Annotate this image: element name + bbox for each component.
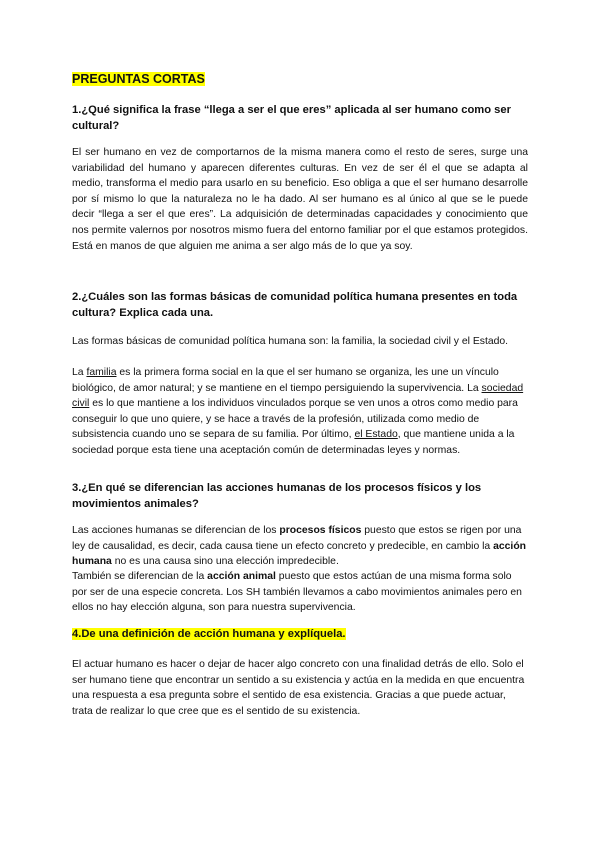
answer-3-text: También se diferencian de la (72, 571, 208, 582)
term-accion-animal: acción animal (207, 571, 276, 582)
answer-3-text: puesto que estos actúan de una misma forma solo por ser de una especie concreta. Los SH también llevamos a cabo movimientos animales pero en ellos no hay elección alguna, son para nuestra supervivencia. (72, 571, 522, 614)
term-estado: el Estado (354, 429, 398, 441)
answer-2-text: es la primera forma social en la que el ser humano se organiza, les une un vínculo biológico, de amor natural; y se mantiene en el tiempo persiguiendo la supervivencia. La (72, 367, 499, 394)
question-1: 1.¿Qué significa la frase “llega a ser el que eres” aplicada al ser humano como ser cultural? (72, 104, 511, 132)
title-highlight: PREGUNTAS CORTAS (72, 72, 205, 86)
answer-2-body (72, 365, 528, 459)
answer-3-para-2 (72, 569, 528, 616)
answer-3-text: puesto que estos se rigen por una ley de causalidad, es decir, cada causa tiene un efecto concreto y predecible, en cambio la (72, 525, 522, 552)
answer-2-text: La (72, 367, 87, 378)
answer-1: El ser humano en vez de comportarnos de la misma manera como el resto de seres, surge una variabilidad del humano y aparecen diferentes culturas. En vez de ser él el que se adapta al medio, transforma el medio para usarlo en su beneficio. Eso obliga a que el ser humano desarrolle por sí mismo lo que la naturaleza no le ha dado. Al ser humano es al único al que se le puede decir “llega a ser el que eres”. La adquisición de determinadas capacidades y conocimiento que nos permite valernos por nosotros mismo fuera del entorno familiar por el que estamos protegidos. Está en manos de que alguien me anima a ser algo más de lo que ya soy. (72, 147, 528, 252)
term-accion-humana: acción humana (72, 540, 527, 568)
answer-2-text: , que mantiene unida a la sociedad porque esta tiene una aceptación común de determinadas leyes y normas. (72, 429, 515, 456)
question-3: 3.¿En qué se diferencian las acciones humanas de los procesos físicos y los movimientos animales? (72, 482, 482, 510)
answer-2-text: es lo que mantiene a los individuos vinculados porque se ven unos a otros como medio para conseguir lo que uno quiere, y se hace a través de la profesión, utilizada como medio de subsistencia cuando uno se separa de su familia. Por último, (72, 398, 518, 441)
term-procesos-fisicos: procesos físicos (279, 525, 362, 536)
question-2: 2.¿Cuáles son las formas básicas de comunidad política humana presentes en toda cultura? Explica cada una. (72, 291, 518, 319)
term-sociedad-civil: sociedad civil (72, 382, 524, 410)
question-4 (72, 626, 528, 642)
question-4-highlight: 4.De una definición de acción humana y explíquela. (72, 628, 346, 640)
answer-2-intro: Las formas básicas de comunidad política humana son: la familia, la sociedad civil y el Estado. (72, 336, 509, 347)
page-title (72, 72, 528, 86)
answer-3-text: Las acciones humanas se diferencian de los (72, 525, 280, 536)
term-familia: familia (86, 367, 117, 378)
answer-4: El actuar humano es hacer o dejar de hacer algo concreto con una finalidad detrás de ello. Solo el ser humano tiene que encontrar un sentido a su existencia y actúa en la medida en que encuentra una respuesta a esa pregunta sobre el sentido de esa existencia. Gracias a que puede actuar, trata de realizar lo que cree que es el sentido de su existencia. (72, 659, 525, 717)
answer-3-text: no es una causa sino una elección impredecible. (111, 556, 339, 568)
answer-3-para-1 (72, 523, 528, 570)
